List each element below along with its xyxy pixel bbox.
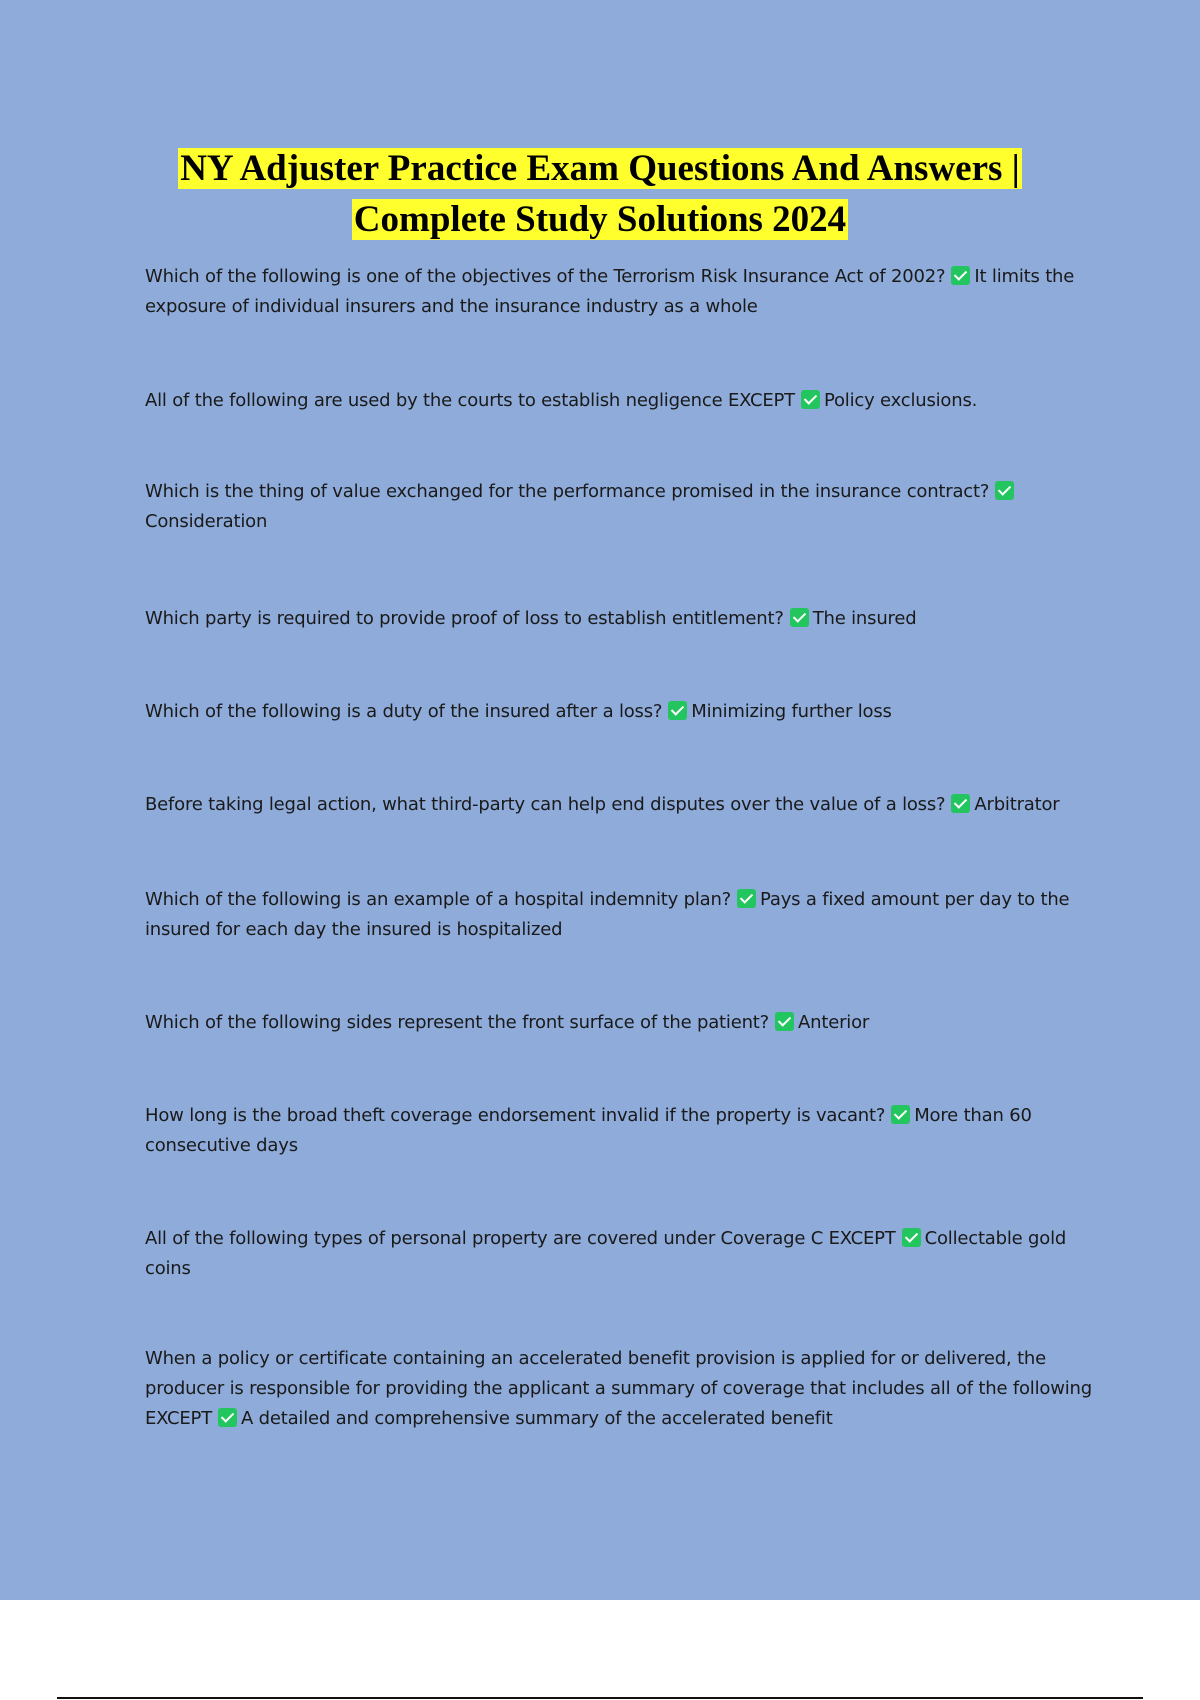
answer-text: More than 60 consecutive days	[145, 1105, 1032, 1156]
check-mark-icon	[891, 1105, 910, 1124]
qa-item	[145, 697, 1095, 727]
check-mark-icon	[668, 701, 687, 720]
check-mark-icon	[775, 1012, 794, 1031]
qa-item	[145, 604, 1095, 634]
qa-item	[145, 477, 1095, 537]
check-mark-icon	[790, 608, 809, 627]
check-mark-icon	[737, 889, 756, 908]
question-text: All of the following are used by the courts to establish negligence EXCEPT	[145, 390, 795, 411]
document-title	[0, 143, 1200, 245]
answer-text: Anterior	[798, 1012, 870, 1033]
check-mark-icon	[902, 1228, 921, 1247]
answer-text: It limits the exposure of individual insurers and the insurance industry as a whole	[145, 266, 1075, 317]
answer-text: Collectable gold coins	[145, 1228, 1067, 1279]
title-line-2: Complete Study Solutions 2024	[353, 199, 847, 240]
answer-text: Arbitrator	[974, 794, 1060, 815]
answer-text: Minimizing further loss	[691, 701, 892, 722]
check-mark-icon	[951, 794, 970, 813]
qa-item	[145, 1101, 1095, 1161]
qa-item	[145, 1224, 1095, 1284]
question-text: When a policy or certificate containing an accelerated benefit provision is applied for or delivered, the producer is responsible for providing the applicant a summary of coverage that includes all of the following EXCEPT	[145, 1348, 1092, 1429]
check-mark-icon	[995, 481, 1014, 500]
check-mark-icon	[801, 390, 820, 409]
check-mark-icon	[951, 266, 970, 285]
question-text: How long is the broad theft coverage endorsement invalid if the property is vacant?	[145, 1105, 886, 1126]
title-line-1: NY Adjuster Practice Exam Questions And Answers |	[180, 148, 1020, 189]
answer-text: Consideration	[145, 511, 268, 532]
question-text: Which of the following sides represent the front surface of the patient?	[145, 1012, 770, 1033]
qa-item	[145, 1008, 1095, 1038]
question-text: Which party is required to provide proof of loss to establish entitlement?	[145, 608, 784, 629]
qa-item	[145, 386, 1095, 416]
answer-text: A detailed and comprehensive summary of the accelerated benefit	[241, 1408, 833, 1429]
bottom-divider	[57, 1697, 1143, 1699]
answer-text: The insured	[812, 608, 917, 629]
question-text: All of the following types of personal property are covered under Coverage C EXCEPT	[145, 1228, 896, 1249]
question-text: Before taking legal action, what third-party can help end disputes over the value of a loss?	[145, 794, 946, 815]
question-text: Which of the following is an example of a hospital indemnity plan?	[145, 889, 732, 910]
answer-text: Policy exclusions.	[823, 390, 978, 411]
qa-item	[145, 1344, 1095, 1434]
question-text: Which of the following is a duty of the insured after a loss?	[145, 701, 663, 722]
qa-item	[145, 790, 1095, 820]
check-mark-icon	[218, 1408, 237, 1427]
answer-text: Pays a fixed amount per day to the insured for each day the insured is hospitalized	[145, 889, 1070, 940]
qa-item	[145, 885, 1095, 945]
qa-item	[145, 262, 1095, 322]
question-text: Which of the following is one of the objectives of the Terrorism Risk Insurance Act of 2002?	[145, 266, 946, 287]
question-text: Which is the thing of value exchanged for the performance promised in the insurance contract?	[145, 481, 990, 502]
